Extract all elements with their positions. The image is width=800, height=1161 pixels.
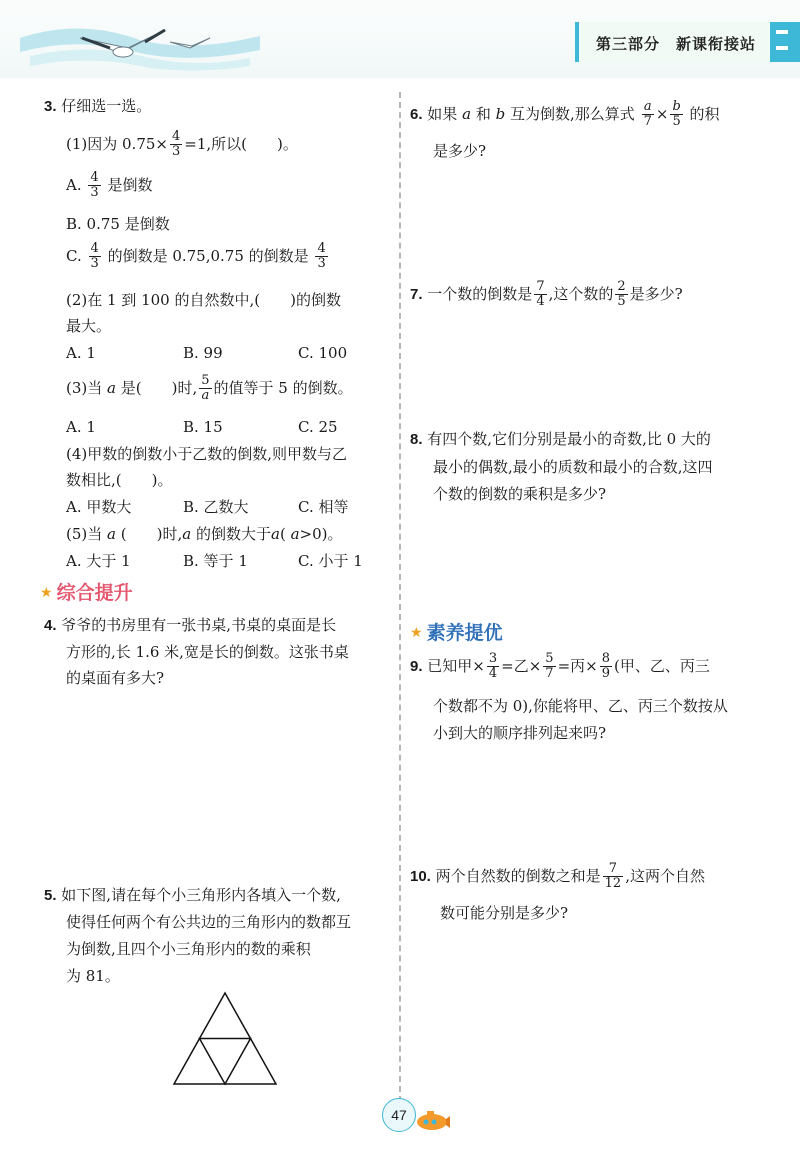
q3-part2-stem-line1: (2)在 1 到 100 的自然数中,( )的倒数 <box>66 291 341 309</box>
q3-part4-stem-line1: (4)甲数的倒数小于乙数的倒数,则甲数与乙 <box>66 445 348 463</box>
header-accent-bar <box>770 22 800 62</box>
q3-part3-stem: (3)当 a 是( )时, $\frac{5}{a}$ 的值等于 5 的倒数。 <box>66 373 353 404</box>
inner-triangle <box>200 1039 251 1085</box>
q3-part1-option-b: B. 0.75 是倒数 <box>66 215 170 233</box>
seagull-icon <box>20 8 260 78</box>
question-9-line1: 9. 已知甲× $\frac{3}{4}$ =乙× $\frac{5}{7}$ =丙× $\frac{8}{9}$ (甲、乙、丙三 <box>410 651 710 682</box>
question-10-line2: 数可能分别是多少? <box>440 904 569 922</box>
submarine-icon <box>414 1108 450 1132</box>
q3-part4-stem-line2: 数相比,( )。 <box>66 471 173 489</box>
header-accent-stripe <box>776 30 788 34</box>
question-9-line2: 个数都不为 0),你能将甲、乙、丙三个数按从 <box>433 697 728 715</box>
q3-part5-stem: (5)当 a ( )时,a 的倒数大于a( a>0)。 <box>66 525 343 543</box>
q3-part4-option-b: B. 乙数大 <box>183 498 249 516</box>
question-5-line3: 为倒数,且四个小三角形内的数的乘积 <box>66 940 311 958</box>
question-6-line2: 是多少? <box>433 142 487 160</box>
q3-part3-option-c: C. 25 <box>298 418 338 436</box>
q3-part2-option-b: B. 99 <box>183 344 223 362</box>
question-9-line3: 小到大的顺序排列起来吗? <box>433 724 607 742</box>
question-4-line1: 4. 爷爷的书房里有一张书桌,书桌的桌面是长 <box>44 616 337 634</box>
q3-part2-option-c: C. 100 <box>298 344 348 362</box>
question-6-line1: 6. 如果 a 和 b 互为倒数,那么算式 $\frac{a}{7}$ × $\frac{b}{5}$ 的积 <box>410 99 720 130</box>
question-8-line1: 8. 有四个数,它们分别是最小的奇数,比 0 大的 <box>410 430 711 448</box>
question-8-line2: 最小的偶数,最小的质数和最小的合数,这四 <box>433 458 713 476</box>
section-heading-excellence: ★ 素养提优 <box>410 622 503 644</box>
q3-part5-option-b: B. 等于 1 <box>183 552 248 570</box>
q3-part1-stem: (1)因为 0.75× $\frac{4}{3}$ =1,所以( )。 <box>66 129 298 160</box>
question-4-line2: 方形的,长 1.6 米,宽是长的倒数。这张书桌 <box>66 643 349 661</box>
question-3-title: 3. 仔细选一选。 <box>44 97 152 115</box>
question-5-line4: 为 81。 <box>66 967 120 985</box>
section-heading-comprehensive: ★ 综合提升 <box>40 582 133 604</box>
star-icon: ★ <box>410 625 423 641</box>
q3-part4-option-c: C. 相等 <box>298 498 349 516</box>
q3-part3-option-b: B. 15 <box>183 418 223 436</box>
question-5-line2: 使得任何两个有公共边的三角形内的数都互 <box>66 913 352 931</box>
question-4-line3: 的桌面有多大? <box>66 669 165 687</box>
q3-part2-stem-line2: 最大。 <box>66 317 112 335</box>
column-divider <box>399 92 401 1112</box>
star-icon: ★ <box>40 585 53 601</box>
question-7-line1: 7. 一个数的倒数是 $\frac{7}{4}$ ,这个数的 $\frac{2}{5}$ 是多少? <box>410 279 683 310</box>
question-5-line1: 5. 如下图,请在每个小三角形内各填入一个数, <box>44 886 341 904</box>
triangle-diagram <box>170 990 280 1088</box>
question-10-line1: 10. 两个自然数的倒数之和是 $\frac{7}{12}$ ,这两个自然 <box>410 861 705 892</box>
q3-part5-option-c: C. 小于 1 <box>298 552 363 570</box>
q3-part1-option-a: A. $\frac{4}{3}$ 是倒数 <box>66 170 153 201</box>
header-accent-stripe <box>776 46 788 50</box>
q3-part2-option-a: A. 1 <box>66 344 96 362</box>
q3-part4-option-a: A. 甲数大 <box>66 498 132 516</box>
q3-part3-option-a: A. 1 <box>66 418 96 436</box>
page-number: 47 <box>382 1098 416 1132</box>
q3-part5-option-a: A. 大于 1 <box>66 552 131 570</box>
q3-part1-option-c: C. $\frac{4}{3}$ 的倒数是 0.75,0.75 的倒数是 $\frac{4}{3}$ <box>66 241 326 272</box>
question-8-line3: 个数的倒数的乘积是多少? <box>433 485 607 503</box>
header-title: 第三部分 新课衔接站 <box>596 35 757 53</box>
